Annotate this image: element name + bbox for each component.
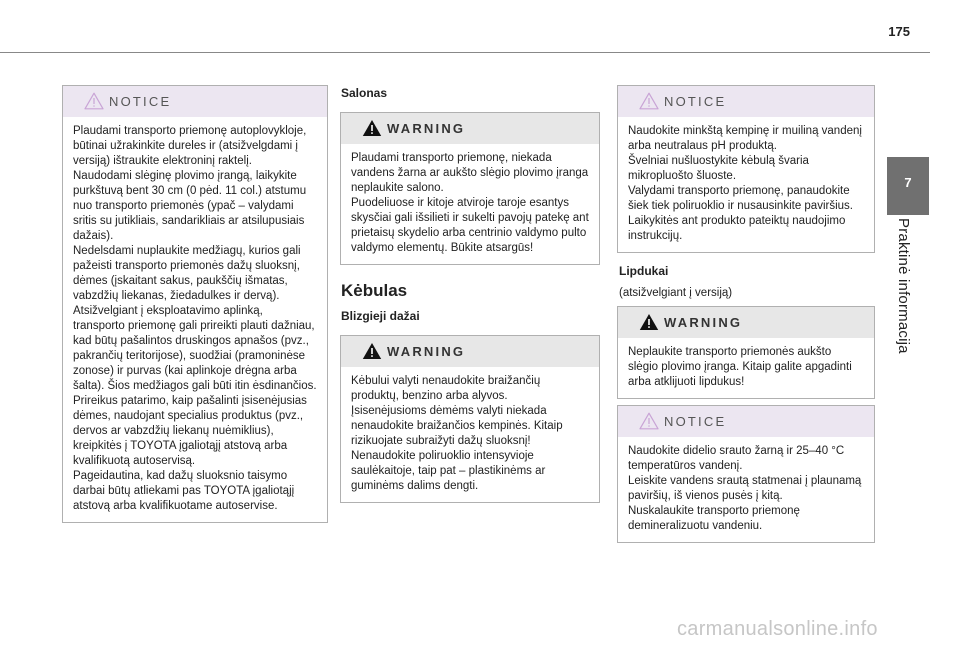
subsection-heading-dazai: Blizgieji dažai [341, 309, 420, 323]
warning-paragraph: Nenaudokite poliruoklio intensyvioje saulėkaitoje, taip pat – plastikinėms ar guminėms dalims dengti. [351, 450, 546, 492]
notice-warning-triangle-icon [639, 412, 659, 430]
warning-paragraph: Kėbului valyti nenaudokite braižančių produktų, benzino arba alyvos. [351, 375, 541, 402]
warning-header [618, 307, 874, 338]
notice-paragraph: Valydami transporto priemonę, panaudokite šiek tiek poliruoklio ir nusausinkite paviršius. [628, 185, 853, 212]
notice-paragraph: Naudodami slėginę plovimo įrangą, laikykite purkštuvą bent 30 cm (0 pėd. 11 col.) atstumu nuo transporto priemonės (ypač – valydami sritis su jutikliais, sandarikliais ar atsilupusiais dažais). [73, 170, 307, 242]
warning-triangle-icon [362, 119, 382, 137]
notice-paragraph: Švelniai nušluostykite kėbulą švaria mikropluošto šluoste. [628, 155, 809, 182]
section-heading-lipdukai: Lipdukai [619, 264, 669, 278]
warning-triangle-icon [639, 313, 659, 331]
notice-paragraph: Naudokite minkštą kempinę ir muiliną vandenį arba neutralaus pH produktą. [628, 125, 862, 152]
chapter-label [887, 218, 929, 388]
warning-body [618, 338, 874, 398]
notice-paragraph: Leiskite vandens srautą statmenai į plaunamą paviršių, iš vienos pusės į kitą. [628, 475, 862, 502]
warning-paragraph: Įsisenėjusioms dėmėms valyti niekada nenaudokite braižančios kempinės. Kitaip rizikuojate subraižyti dažų sluoksnį! [351, 405, 563, 447]
warning-header [341, 113, 599, 144]
warning-box-interior [340, 112, 600, 265]
warning-paragraph: Plaudami transporto priemonę, niekada vandens žarna ar aukšto slėgio plovimo įranga neplaukite salono. [351, 152, 589, 194]
watermark: carmanualsonline.info [677, 618, 878, 640]
notice-title: NOTICE [664, 94, 727, 109]
notice-warning-triangle-icon [84, 92, 104, 110]
notice-body [618, 437, 874, 542]
notice-box-body-care [617, 85, 875, 253]
warning-title: WARNING [387, 121, 466, 136]
notice-header [618, 406, 874, 437]
notice-header [63, 86, 327, 117]
warning-header [341, 336, 599, 367]
version-note: (atsižvelgiant į versiją) [619, 287, 733, 299]
page-number: 175 [888, 24, 910, 39]
notice-paragraph: Nuskalaukite transporto priemonę demineralizuotu vandeniu. [628, 505, 800, 532]
notice-warning-triangle-icon [639, 92, 659, 110]
chapter-title: Praktinė informacija [895, 218, 912, 354]
notice-title: NOTICE [109, 94, 172, 109]
chapter-tab[interactable] [887, 157, 929, 215]
notice-box-general [62, 85, 328, 523]
section-heading-salonas: Salonas [341, 86, 388, 100]
notice-paragraph: Prireikus patarimo, kaip pašalinti įsisenėjusias dėmes, naudojant specialius produktus (pvz., dervos ar vabzdžių liekanų nuėmiklius), kreipkitės į TOYOTA įgaliotąjį atstovą arba kvalifikuotą autoservisą. [73, 395, 307, 467]
warning-triangle-icon [362, 342, 382, 360]
notice-body [63, 117, 327, 522]
warning-paragraph: Puodeliuose ir kitoje atviroje taroje esantys skysčiai gali išsilieti ir sukelti pavojų patekę ant prietaisų skydelio arba centrinio valdymo pulto valdymo elementų. Būkite atsargūs! [351, 197, 589, 254]
warning-box-stickers [617, 306, 875, 399]
warning-body [341, 144, 599, 264]
notice-paragraph: Atsižvelgiant į eksploatavimo aplinką, transporto priemonę gali prireikti plauti dažniau, kad būtų pašalintos druskingos apnašos (pvz., pakrančių teritorijose), suodžiai (pramoninėse zonose) ir purvas (kai aplinkoje drėgna arba šalta). Šios medžiagos gali būti itin ėsdinančios. [73, 305, 317, 392]
notice-paragraph: Nedelsdami nuplaukite medžiagų, kurios gali pažeisti transporto priemonės dažų sluoksnį, dėmes (įskaitant sakus, paukščių išmatas, vabzdžių liekanas, žiedadulkes ir dervą). [73, 245, 301, 302]
chapter-number: 7 [904, 175, 912, 190]
header-rule [0, 52, 930, 53]
notice-paragraph: Naudokite didelio srauto žarną ir 25–40 °C temperatūros vandenį. [628, 445, 845, 472]
warning-box-paint [340, 335, 600, 503]
notice-box-rinse [617, 405, 875, 543]
notice-body [618, 117, 874, 252]
warning-title: WARNING [387, 344, 466, 359]
warning-body [341, 367, 599, 502]
warning-title: WARNING [664, 315, 743, 330]
section-heading-kebulas: Kėbulas [341, 281, 408, 300]
notice-paragraph: Plaudami transporto priemonę autoplovykloje, būtinai užrakinkite dureles ir (atsižvelgdami į versiją) ištraukite elektroninį raktelį. [73, 125, 307, 167]
notice-paragraph: Pageidautina, kad dažų sluoksnio taisymo darbai būtų atliekami pas TOYOTA įgaliotąjį atstovą arba kvalifikuotame autoservise. [73, 470, 295, 512]
notice-paragraph: Laikykitės ant produkto pateiktų naudojimo instrukcijų. [628, 215, 846, 242]
notice-title: NOTICE [664, 414, 727, 429]
warning-paragraph: Neplaukite transporto priemonės aukšto slėgio plovimo įranga. Kitaip galite apgadinti arba atklijuoti lipdukus! [628, 346, 852, 388]
notice-header [618, 86, 874, 117]
